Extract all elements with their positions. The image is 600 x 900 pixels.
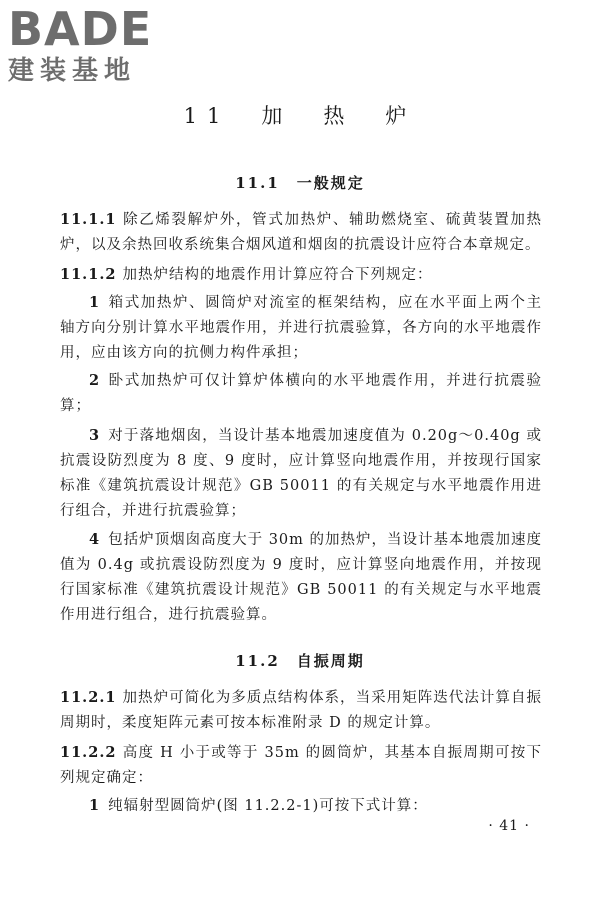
clause-11-1-1 [60, 207, 542, 258]
item-text: 箱式加热炉、圆筒炉对流室的框架结构，应在水平面上两个主轴方向分别计算水平地震作用，并进行抗震验算，各方向的水平地震作用，应由该方向的抗侧力构件承担； [60, 295, 542, 361]
clause-number: 11.2.2 [60, 744, 117, 761]
item-number: 2 [89, 372, 101, 389]
list-item-3 [60, 423, 542, 524]
logo-tagline: 建装基地 [8, 56, 137, 86]
item-text: 对于落地烟囱，当设计基本地震加速度值为 0.20g～0.40g 或抗震设防烈度为 8 度、9 度时，应计算竖向地震作用，并按现行国家标准《建筑抗震设计规范》GB 50011 的有关规定与水平地震作用进行组合，并进行抗震验算； [60, 428, 542, 519]
chapter-title: 11 加 热 炉 [183, 104, 417, 128]
clause-11-2-2 [60, 740, 542, 791]
item-number: 1 [89, 797, 101, 814]
section-title-11-1: 11.1 一般规定 [235, 174, 365, 192]
list-item-2 [60, 368, 542, 419]
item-number: 3 [89, 427, 101, 444]
list-item-4 [60, 527, 542, 628]
logo [8, 4, 178, 86]
list-item-1 [60, 793, 542, 819]
section-title-11-2: 11.2 自振周期 [235, 652, 365, 670]
item-text: 包括炉顶烟囱高度大于 30m 的加热炉，当设计基本地震加速度值为 0.4g 或抗震设防烈度为 9 度时，应计算竖向地震作用，并按现行国家标准《建筑抗震设计规范》GB 50011 的有关规定与水平地震作用进行组合，进行抗震验算。 [60, 532, 543, 623]
clause-text: 加热炉结构的地震作用计算应符合下列规定： [122, 267, 433, 283]
list-item-1 [60, 290, 542, 366]
page-number: · 41 · [488, 818, 530, 834]
item-number: 4 [89, 531, 101, 548]
clause-number: 11.2.1 [60, 689, 117, 706]
clause-number: 11.1.2 [60, 266, 117, 283]
logo-brand: BADE [8, 2, 153, 56]
clause-text: 加热炉可简化为多质点结构体系，当采用矩阵迭代法计算自振周期时，柔度矩阵元素可按本标准附录 D 的规定计算。 [60, 690, 542, 731]
clause-number: 11.1.1 [60, 211, 117, 228]
item-text: 卧式加热炉可仅计算炉体横向的水平地震作用，并进行抗震验算； [60, 373, 542, 414]
clause-11-1-2 [60, 262, 542, 288]
item-text: 纯辐射型圆筒炉(图 11.2.2-1)可按下式计算： [108, 798, 428, 814]
clause-text: 除乙烯裂解炉外，管式加热炉、辅助燃烧室、硫黄装置加热炉，以及余热回收系统集合烟风道和烟囱的抗震设计应符合本章规定。 [60, 212, 542, 253]
item-number: 1 [89, 294, 101, 311]
clause-text: 高度 H 小于或等于 35m 的圆筒炉，其基本自振周期可按下列规定确定： [60, 745, 542, 786]
clause-11-2-1 [60, 685, 542, 736]
